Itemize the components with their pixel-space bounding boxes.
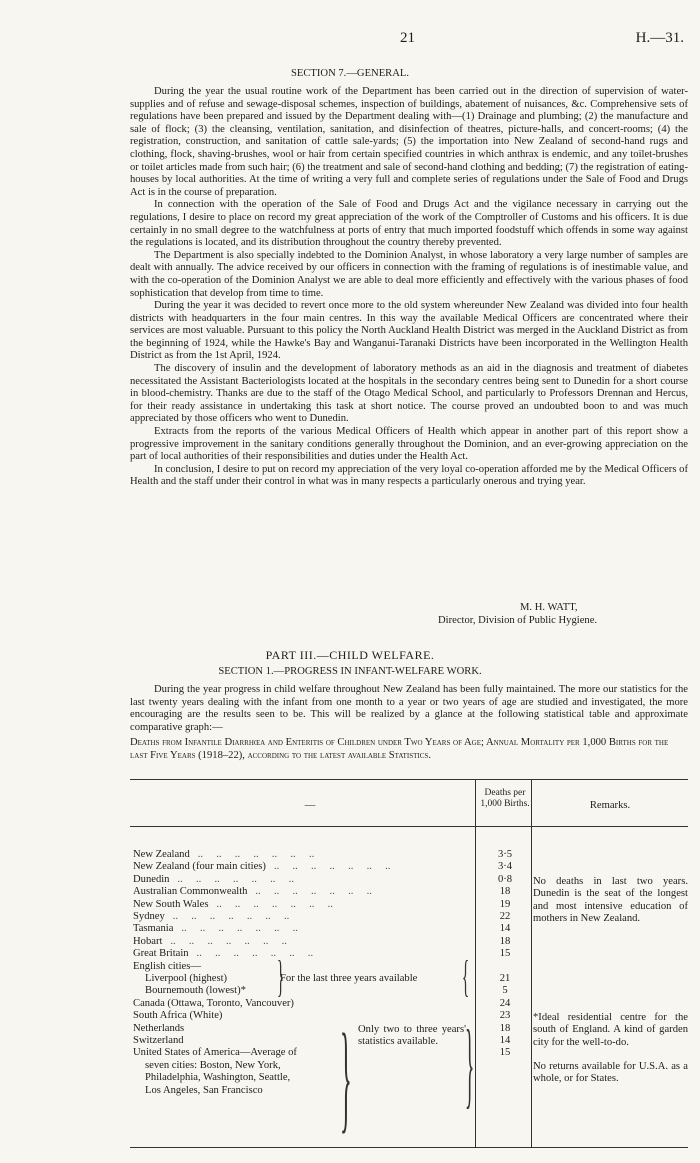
table-divider-2 <box>531 779 532 1147</box>
brace-two-three-right: } <box>465 1010 475 1117</box>
table-row-label <box>133 985 348 997</box>
table-row-value: 15 <box>499 1047 511 1059</box>
paragraph-conclusion: In conclusion, I desire to put on record my appreciation of the very loyal co-operation afforded me by the Medical Officers of Health and the staff under their control in what was in many respects a particularly onerous and trying year. <box>130 463 688 488</box>
section-7-body <box>130 86 688 489</box>
dot-leader: .. .. .. .. .. .. .. <box>162 935 287 947</box>
row-label-text: Australian Commonwealth <box>133 886 248 898</box>
table-row-label <box>133 849 473 861</box>
table-row-value: 18 <box>499 935 511 947</box>
dot-leader: .. .. .. .. .. .. .. <box>208 898 333 910</box>
part-3-title: PART III.—CHILD WELFARE. <box>265 648 435 662</box>
table-row-label <box>133 936 473 948</box>
row-label-text: English cities— <box>133 960 201 972</box>
row-label-text: seven cities: Boston, New York, <box>145 1059 281 1071</box>
table-row-label <box>133 1035 348 1047</box>
table-divider-1 <box>475 779 476 1147</box>
table-row-label <box>133 1023 348 1035</box>
row-label-text: Dunedin <box>133 873 170 885</box>
row-label-text: United States of America—Average of <box>133 1047 297 1059</box>
row-label-text: Hobart <box>133 935 163 947</box>
table-row-label <box>133 899 473 911</box>
table-row-value: 0·8 <box>497 873 513 885</box>
note-three-years: For the last three years available <box>280 973 418 984</box>
table-row-label <box>133 1010 348 1022</box>
table-caption: Deaths from Infantile Diarrhœa and Enteritis of Children under Two Years of Age; Annual Mortality per 1,000 Births for the last Five Years (1918–22), according to the latest available Statistics. <box>130 737 669 761</box>
brace-english-values: { <box>461 952 470 1001</box>
row-label-text: Great Britain <box>133 948 189 960</box>
table-row-label <box>133 998 348 1010</box>
table-row-label <box>133 874 473 886</box>
table-row-label <box>133 961 348 973</box>
table-row-value: 23 <box>499 1010 511 1022</box>
section-7-title: SECTION 7.—GENERAL. <box>291 68 409 79</box>
table-row-value: 14 <box>499 923 511 935</box>
paragraph-dominion-analyst: The Department is also specially indebted to the Dominion Analyst, in whose laboratory a very large number of samples are dealt with annually. The advice received by our officers in connection with the framing of regulations is of inestimable value, and with the co-operation of the Dominion Analyst we are able to deal more efficiently and effectively with the various phases of food sophistication that develop from time to time. <box>130 249 688 299</box>
row-label-text: Sydney <box>133 911 165 922</box>
row-label-text: Philadelphia, Washington, Seattle, <box>145 1072 291 1084</box>
table-row-value: 19 <box>499 898 511 910</box>
table-row-label <box>133 886 473 898</box>
table-row-label <box>133 1085 348 1097</box>
table-row-value: 14 <box>499 1035 511 1046</box>
table-row-value: 15 <box>499 948 511 960</box>
row-label-text: New South Wales <box>133 898 209 910</box>
row-label-text: New Zealand <box>133 849 190 860</box>
column-header-blank: — <box>304 800 316 811</box>
table-row-label <box>133 1060 348 1072</box>
row-label-text: Tasmania <box>133 923 174 935</box>
signature-title: Director, Division of Public Hygiene. <box>438 615 598 626</box>
paragraph-extracts: Extracts from the reports of the various Medical Officers of Health which appear in another part of this report show a progressive improvement in the sanitary conditions generally throughout the Dominion, and an ever-growing appreciation on the part of local authorities of their responsibilities and duties under the Health Act. <box>130 426 688 463</box>
table-row-label <box>133 948 473 960</box>
table-row-value: 22 <box>499 911 511 922</box>
table-row-value: 18 <box>499 1022 511 1034</box>
document-reference: H.—31. <box>635 30 684 46</box>
table-bottom-rule <box>130 1147 688 1148</box>
remark-dunedin: No deaths in last two years. Dunedin is the seat of the longest and most intensive education of mothers in New Zealand. <box>533 876 688 925</box>
brace-english-cities: } <box>276 952 285 1001</box>
part-3-intro <box>130 684 688 734</box>
table-row-value: 3·4 <box>497 861 513 873</box>
table-row-value: 5 <box>502 985 508 997</box>
table-row-value: 3·5 <box>497 849 513 860</box>
row-label-text: Los Angeles, San Francisco <box>145 1084 263 1096</box>
note-two-three-years: Only two to three years' statistics available. <box>358 1024 466 1048</box>
row-label-text: New Zealand (four main cities) <box>133 861 266 873</box>
row-label-text: Canada (Ottawa, Toronto, Vancouver) <box>133 997 294 1009</box>
paragraph-child-welfare: During the year progress in child welfare throughout New Zealand has been fully maintained. The more our statistics for the last twenty years dealing with the infant from one month to a year or two years of age are studied and investigated, the more encouraging are the results seen to be. This will be realized by a glance at the following statistical table and approximate comparative graph:— <box>130 684 688 733</box>
row-label-text: Liverpool (highest) <box>145 973 228 984</box>
page-number: 21 <box>400 30 415 46</box>
table-row-value: 21 <box>499 973 511 984</box>
table-row-label <box>133 861 473 873</box>
brace-two-three-left: } <box>340 1009 352 1144</box>
remark-usa: No returns available for U.S.A. as a whole, or for States. <box>533 1061 688 1085</box>
dot-leader: .. .. .. .. .. .. .. <box>247 886 372 898</box>
paragraph-customs: In connection with the operation of the Sale of Food and Drugs Act and the vigilance necessary in carrying out the regulations, I desire to place on record my great appreciation of the work of the Comptroller of Customs and his officers. It is due certainly in no small degree to the watchfulness at ports of entry that much imported foodstuff which offends in some way against the regulations is located, and its distribution throughout the country thereby prevented. <box>130 199 688 249</box>
paragraph-insulin: The discovery of insulin and the development of laboratory methods as an aid in the diagnosis and treatment of diabetes necessitated the Assistant Bacteriologists located at the hospitals in the secondary centres being sent to Dunedin for a short course in blood-chemistry. Thanks are due to the staff of the Otago Medical School, and particularly to Professors Drennan and Hercus, for their ready assistance in undertaking this task at short notice. The course proved an undoubted boon to and was much appreciated by those officers who went to Dunedin. <box>130 363 688 425</box>
row-label-text: Switzerland <box>133 1035 184 1046</box>
column-header-deaths: Deaths per 1,000 Births. <box>480 788 530 809</box>
table-top-rule <box>130 779 688 780</box>
remark-bournemouth: *Ideal residential centre for the south of England. A kind of garden city for the well-to-do. <box>533 1012 688 1048</box>
row-label-text: Bournemouth (lowest)* <box>145 985 246 997</box>
table-row-value: 18 <box>499 886 511 898</box>
table-row-label <box>133 1072 348 1084</box>
dot-leader: .. .. .. .. .. .. .. <box>169 873 294 885</box>
table-row-label <box>133 911 473 923</box>
column-header-remarks: Remarks. <box>589 800 631 811</box>
paragraph-health-districts: During the year it was decided to revert once more to the old system whereunder New Zealand was divided into four health districts with headquarters in the four main centres. In this way the available Medical Officers are concentrated where their services are most valuable. Pursuant to this policy the North Auckland Health District was merged in the Auckland District as from the beginning of 1924, while the Hawke's Bay and Wanganui-Taranaki Districts have been incorporated in the Wellington Health District as from the 1st April, 1924. <box>130 300 688 362</box>
table-header-rule <box>130 826 688 827</box>
dot-leader: .. .. .. .. .. .. .. <box>164 911 290 922</box>
dot-leader: .. .. .. .. .. .. .. <box>265 861 391 873</box>
table-row-label <box>133 1047 348 1059</box>
signature-name: M. H. WATT, <box>520 602 578 613</box>
table-row-label <box>133 923 473 935</box>
table-row-value: 24 <box>499 997 511 1009</box>
dot-leader: .. .. .. .. .. .. .. <box>188 948 314 960</box>
dot-leader: .. .. .. .. .. .. .. <box>173 923 298 935</box>
row-label-text: Netherlands <box>133 1022 185 1034</box>
row-label-text: South Africa (White) <box>133 1010 223 1022</box>
paragraph-routine-work: During the year the usual routine work of the Department has been carried out in the direction of supervision of water-supplies and of refuse and sewage-disposal schemes, inspection of buildings, abatement of nuisances, &c. Comprehensive sets of regulations have been prepared and issued by the Department dealing with—(1) Drainage and plumbing; (2) the manufacture and sale of flock; (3) the cleansing, ventilation, sanitation, and disinfection of theatres, picture-halls, and concert-rooms; (4) the registration, construction, and sanitation of cattle sale-yards; (5) the importation into New Zealand of second-hand rugs and clothing, flock, shaving-brushes, wool or hair from certain specified countries in which anthrax is endemic, and any toilet-brushes or toilet articles made from such hair; (6) the treatment and sale of second-hand clothing and bedding; (7) the registration of eating-houses by local authorities. At the time of writing a very full and complete series of regulations under the Sale of Food and Drugs Act is in the course of preparation. <box>130 86 688 198</box>
part-3-section-title: SECTION 1.—PROGRESS IN INFANT-WELFARE WORK. <box>218 666 482 677</box>
dot-leader: .. .. .. .. .. .. .. <box>189 849 315 860</box>
